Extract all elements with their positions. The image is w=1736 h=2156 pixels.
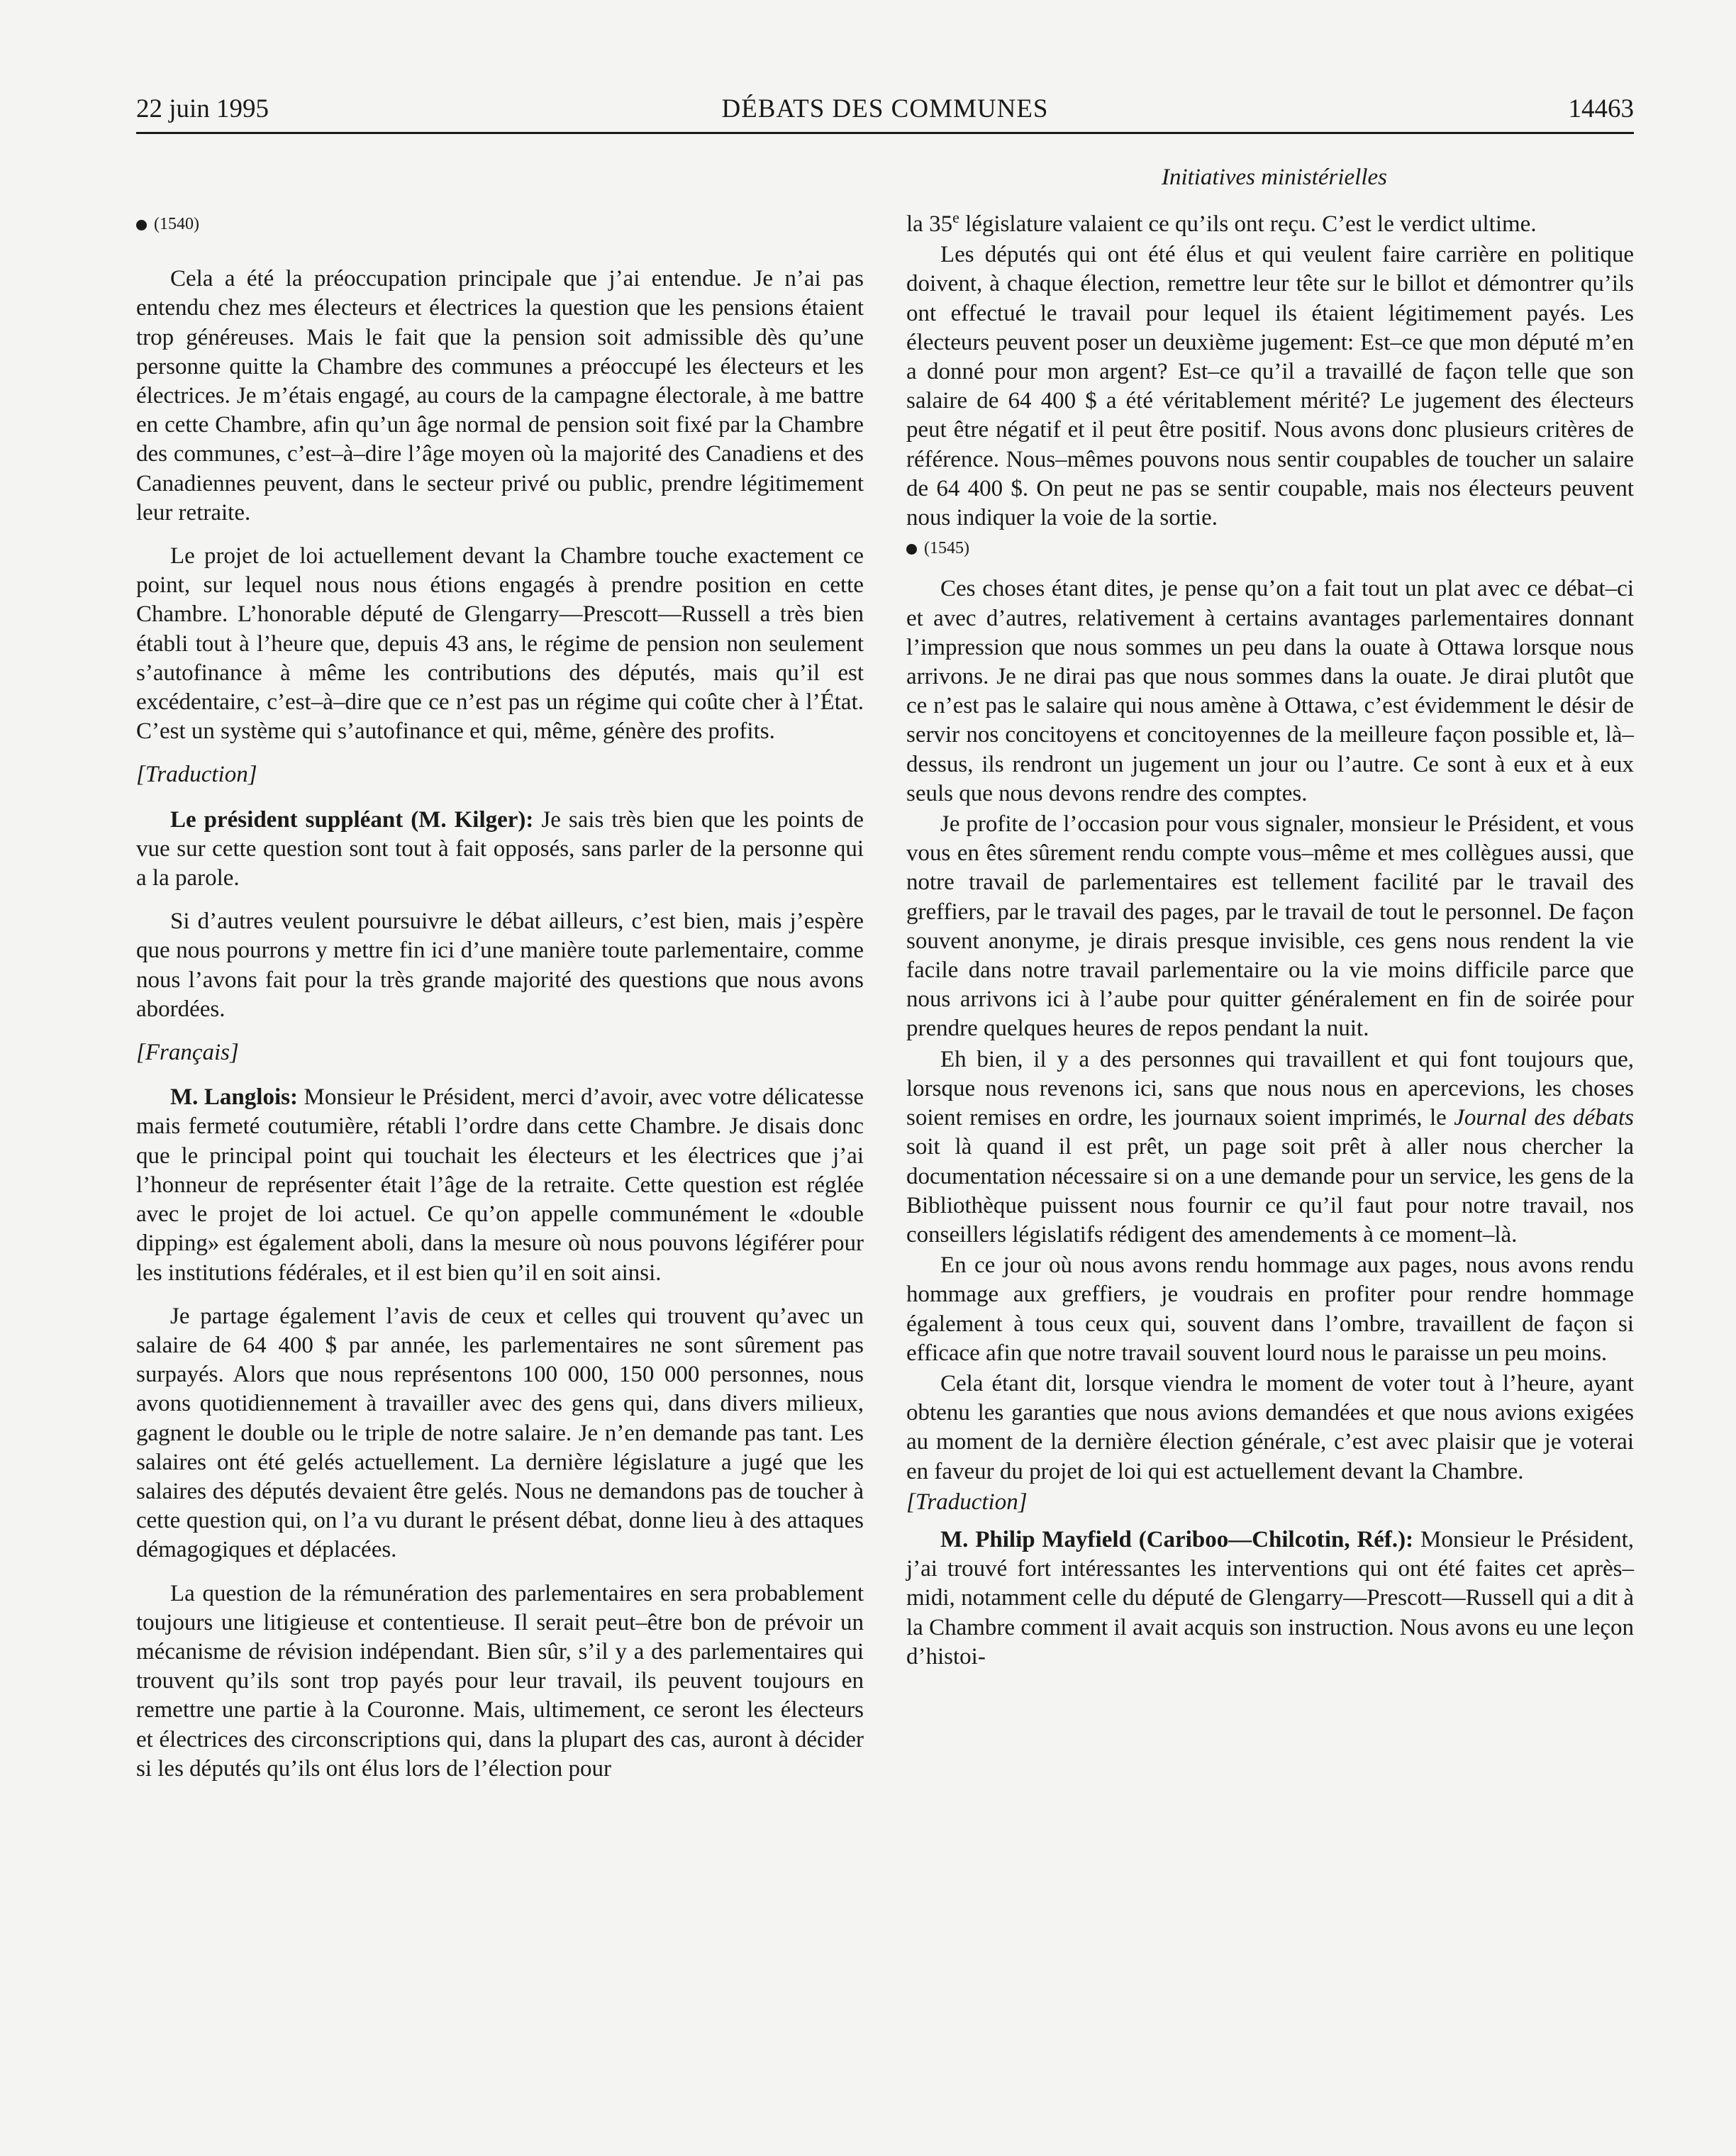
paragraph: Le projet de loi actuellement devant la Chambre touche exactement ce point, sur lequel nous nous étions engagés à prendre position en cette Chambre. L’honorable député de Glengarry—Prescott—Russell a très bien établi tout à l’heure que, depuis 43 ans, le régime de pension non seulement s’autofinance à même les contributions des députés, mais qu’il est excédentaire, c’est–à–dire que ce n’est pas un régime qui coûte cher à l’État. C’est un système qui s’autofinance et qui, même, génère des profits. (136, 543, 864, 745)
page-number: 14463 (1568, 94, 1634, 123)
paragraph: la 35e législature valaient ce qu’ils ont reçu. C’est le verdict ultime. (906, 209, 1537, 237)
paragraph: Si d’autres veulent poursuivre le débat ailleurs, c’est bien, mais j’espère que nous pourrons y mettre fin ici d’une manière toute parlementaire, comme nous l’avons fait pour la très grande majorité des questions que nous avons abordées. (136, 908, 864, 1022)
header-title: DÉBATS DES COMMUNES (721, 94, 1049, 123)
paragraph: Les députés qui ont été élus et qui veulent faire carrière en politique doivent, à chaque élection, remettre leur tête sur le billot et démontrer qu’ils ont effectué le travail pour lequel ils étaient légitimement payés. Les électeurs peuvent poser un deuxième jugement: Est–ce que mon député m’en a donné pour mon argent? Est–ce qu’il a travaillé de façon telle que son salaire de 64 400 $ a été véritablement mérité? Le jugement des électeurs peut être négatif et il peut être positif. Nous avons donc plusieurs critères de référence. Nous–mêmes pouvons nous sentir coupables de toucher un salaire de 64 400 $. On peut ne pas se sentir coupable, mais nos électeurs peuvent nous indiquer la voie de la sortie. (906, 242, 1634, 531)
speaker-name: M. Langlois: (170, 1084, 298, 1111)
paragraph: Cela a été la préoccupation principale que j’ai entendue. Je n’ai pas entendu chez mes électeurs et électrices la question que les pensions étaient trop généreuses. Mais le fait que la pension soit admissible dès qu’une personne quitte la Chambre des communes a préoccupé les électeurs et les électrices. Je m’étais engagé, au cours de la campagne électorale, à me battre en cette Chambre, afin qu’un âge normal de pension soit fixé par la Chambre des communes, c’est–à–dire l’âge moyen où la majorité des Canadiens et des Canadiennes peuvent, dans le secteur privé ou public, prendre légitimement leur retraite. (136, 266, 864, 526)
paragraph: En ce jour où nous avons rendu hommage aux pages, nous avons rendu hommage aux greffiers, je voudrais en profiter pour rendre hommage également à tous ceux qui, souvent dans l’ombre, travaillent de façon si efficace afin que notre travail souvent lourd nous le paraisse un peu moins. (906, 1252, 1634, 1366)
right-column (906, 210, 1634, 1673)
left-column (136, 210, 864, 1798)
speaker-name: Le président suppléant (M. Kilger): (170, 806, 534, 833)
language-marker: [Français] (136, 1040, 239, 1066)
running-header (136, 89, 1634, 133)
speech-paragraph: M. Langlois: Monsieur le Président, merci d’avoir, avec votre délicatesse mais fermeté coutumière, rétabli l’ordre dans cette Chambre. Je disais donc que le principal point qui touchait les électeurs et les électrices que j’ai l’honneur de représenter était l’âge de la retraite. Cette question est réglée avec le projet de loi actuel. Ce qu’on appelle communément le «double dipping» est également aboli, dans la mesure où nous pouvons légiférer pour les institutions fédérales, et il est bien qu’il en soit ainsi. (136, 1084, 864, 1286)
bullet-icon (906, 544, 917, 555)
header-rule (136, 132, 1634, 134)
bullet-icon (136, 220, 147, 230)
section-rubric: Initiatives ministérielles (1161, 165, 1388, 190)
paragraph: Eh bien, il y a des personnes qui travaillent et qui font toujours que, lorsque nous revenons ici, sans que nous nous en apercevions, les choses soient remises en ordre, les journaux soient imprimés, le Journal des débats soit là quand il est prêt, un page soit prêt à aller nous chercher la documentation nécessaire si on a une demande pour un service, les gens de la Bibliothèque puissent nous fournir ce qu’il faut pour notre travail, nos conseillers législatifs rédigent des amendements à ce moment–là. (906, 1046, 1634, 1248)
language-marker: [Traduction] (136, 762, 257, 788)
speaker-name: M. Philip Mayfield (Cariboo—Chilcotin, Réf.): (940, 1526, 1414, 1552)
speech-paragraph: Le président suppléant (M. Kilger): Je sais très bien que les points de vue sur cette question sont tout à fait opposés, sans parler de la personne qui a la parole. (136, 806, 864, 891)
paragraph: La question de la rémunération des parlementaires en sera probablement toujours une litigieuse et contentieuse. Il serait peut–être bon de prévoir un mécanisme de révision indépendant. Bien sûr, s’il y a des parlementaires qui trouvent qu’ils sont trop payés pour leur travail, ils peuvent toujours en remettre une partie à la Couronne. Mais, ultimement, ce seront les électeurs et électrices des circonscriptions qui, dans la plupart des cas, auront à décider si les députés qu’ils ont élus lors de l’élection pour (136, 1580, 864, 1782)
time-stamp: (1540) (136, 210, 864, 239)
paragraph: Cela étant dit, lorsque viendra le moment de voter tout à l’heure, ayant obtenu les garanties que nous avions demandées et que nous avions exigées au moment de la dernière élection générale, c’est avec plaisir que je voterai en faveur du projet de loi qui est actuellement devant la Chambre. (906, 1370, 1634, 1484)
language-marker: [Traduction] (906, 1489, 1028, 1515)
header-date: 22 juin 1995 (136, 94, 269, 123)
speech-paragraph: M. Philip Mayfield (Cariboo—Chilcotin, Réf.): Monsieur le Président, j’ai trouvé fort intéressantes les interventions qui ont été faites cet après–midi, notamment celle du député de Glengarry—Prescott—Russell qui a dit à la Chambre comment il avait acquis son instruction. Nous avons eu une leçon d’histoi- (906, 1526, 1635, 1669)
publication-title: Journal des débats (1454, 1105, 1634, 1131)
paragraph: Je profite de l’occasion pour vous signaler, monsieur le Président, et vous vous en êtes sûrement rendu compte vous–même et mes collègues aussi, que notre travail de parlementaires est tellement facilité par le travail des greffiers, par le travail des pages, par le travail de tout le personnel. De façon souvent anonyme, je dirais presque invisible, ces gens nous rendent la vie facile dans notre travail parlementaire ou la vie moins difficile parce que nous arrivons ici à l’aube pour quitter généralement en fin de soirée pour prendre quelques heures de repos pendant la nuit. (906, 811, 1634, 1042)
paragraph: Ces choses étant dites, je pense qu’on a fait tout un plat avec ce débat–ci et avec d’autres, relativement à certains avantages parlementaires donnant l’impression que nous sommes un peu dans la ouate à Ottawa lorsque nous arrivons. Je ne dirai pas que nous sommes dans la ouate. Je dirai plutôt que ce n’est pas le salaire qui nous amène à Ottawa, c’est évidemment le désir de servir nos concitoyens et concitoyennes de la meilleure façon possible et, là–dessus, ils rendront un jugement un jour ou l’autre. Ce sont à eux et à eux seuls que nous devons rendre des comptes. (906, 576, 1634, 806)
time-stamp: (1545) (906, 534, 1634, 563)
paragraph: Je partage également l’avis de ceux et celles qui trouvent qu’avec un salaire de 64 400 $ par année, les parlementaires ne sont sûrement pas surpayés. Alors que nous représentons 100 000, 150 000 personnes, nous avons quotidiennement à travailler avec des gens qui, dans divers milieux, gagnent le double ou le triple de notre salaire. Je n’en demande pas tant. Les salaires ont été gelés actuellement. La dernière législature a jugé que les salaires des députés devaient être gelés. Nous ne demandons pas de toucher à cette question qui, on l’a vu durant le présent débat, donne lieu à des attaques démagogiques et déplacées. (136, 1303, 864, 1563)
